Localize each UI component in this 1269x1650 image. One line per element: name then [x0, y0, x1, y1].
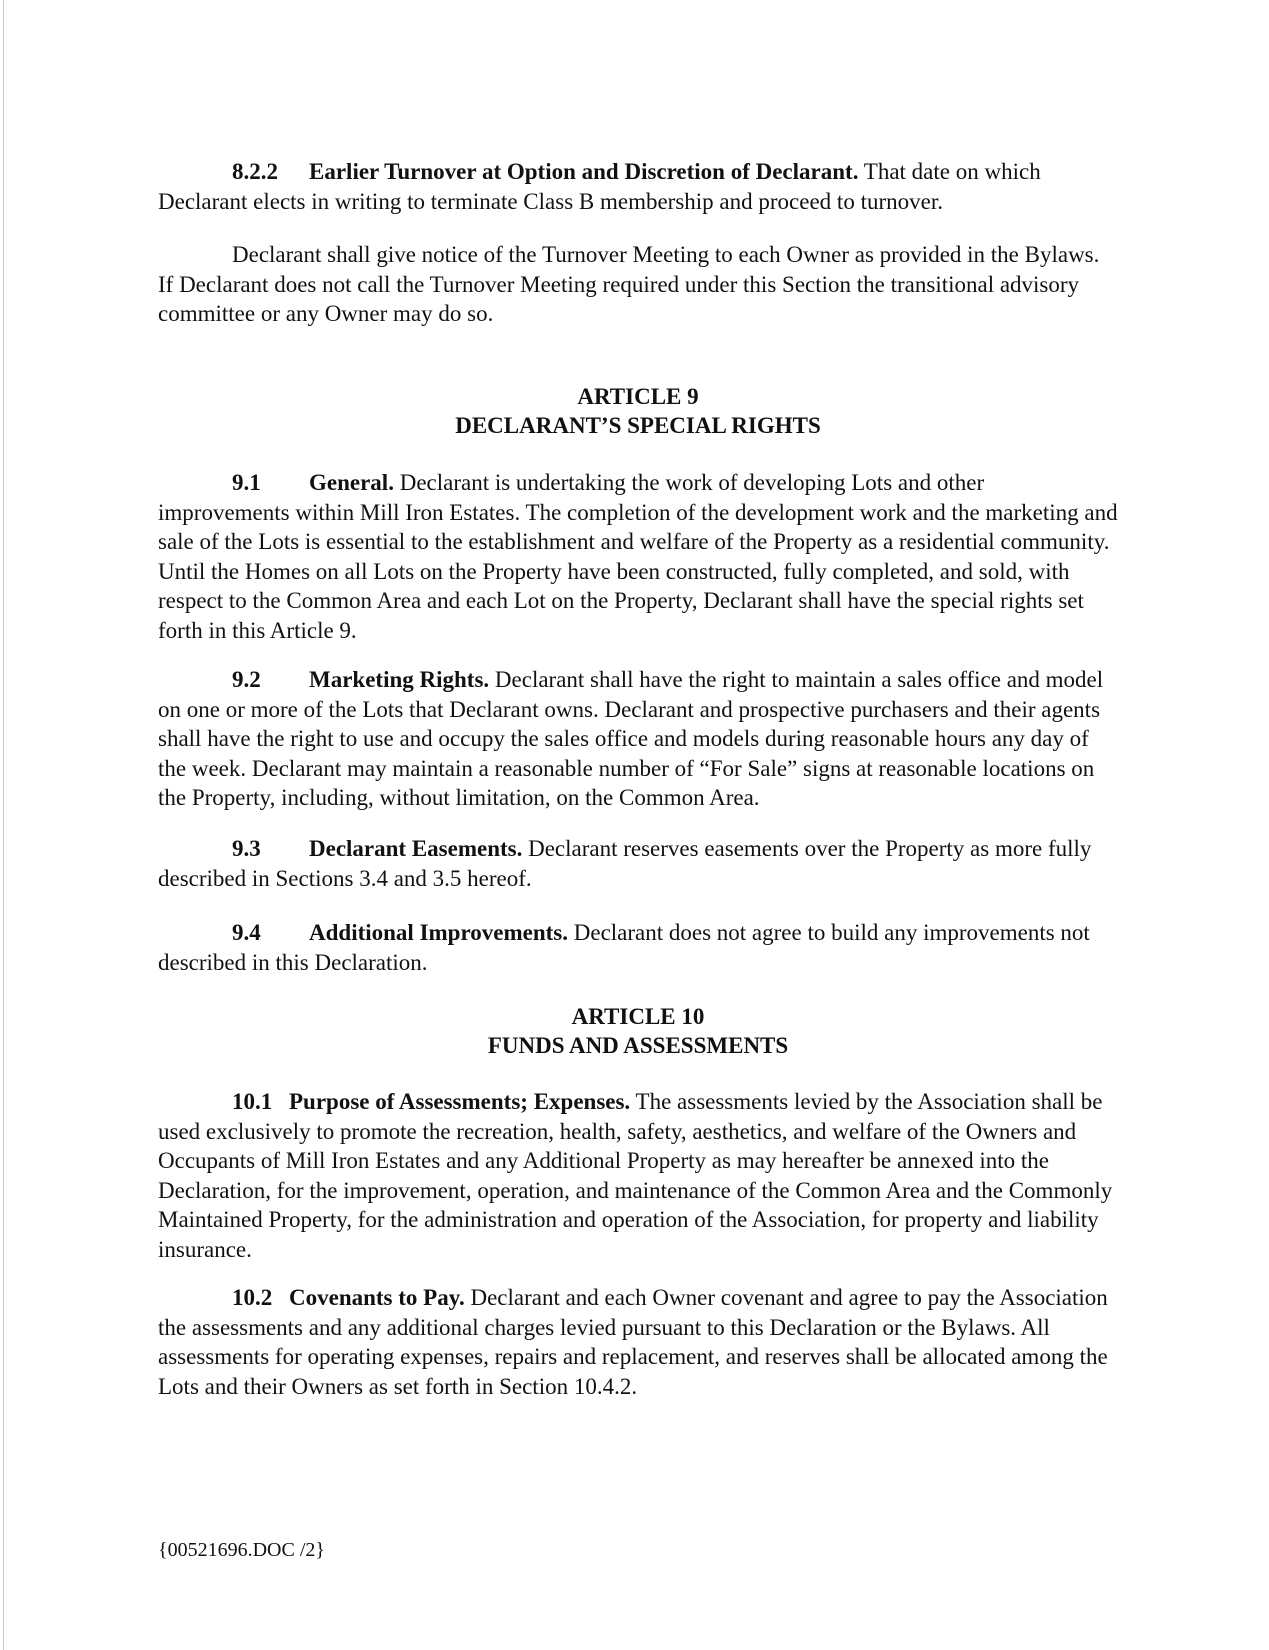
- section-number: 9.2: [232, 667, 261, 692]
- section-number: 9.4: [232, 920, 261, 945]
- section-text: Declarant and each Owner covenant and agree to pay the Association the assessments and any additional charges levied pursuant to this Declaration or the Bylaws. All assessments for operating expenses, repairs and replacement, and reserves shall be allocated among the Lots and their Owners as set forth in Section 10.4.2.: [158, 1285, 1108, 1399]
- section-10-1: [158, 1087, 1118, 1264]
- section-heading: Declarant Easements.: [309, 836, 523, 861]
- section-number: 10.1: [232, 1089, 273, 1114]
- section-number: 9.3: [232, 836, 261, 861]
- section-9-2: [158, 665, 1118, 813]
- section-9-1: [158, 468, 1118, 645]
- section-text: That date on which Declarant elects in writing to terminate Class B membership and proceed to turnover.: [158, 159, 1041, 214]
- section-heading: Covenants to Pay.: [289, 1285, 465, 1310]
- document-id-footer: {00521696.DOC /2}: [158, 1539, 325, 1561]
- section-number: 8.2.2: [232, 159, 278, 184]
- section-9-4: [158, 918, 1118, 977]
- section-text: Declarant shall have the right to maintain a sales office and model on one or more of the Lots that Declarant owns. Declarant and prospective purchasers and their agents shall have the right to use and occupy the sales office and models during reasonable hours any day of the week. Declarant may maintain a reasonable number of “For Sale” signs at reasonable locations on the Property, including, without limitation, on the Common Area.: [158, 667, 1104, 810]
- section-10-2: [158, 1283, 1118, 1401]
- article-10-title: FUNDS AND ASSESSMENTS: [487, 1033, 789, 1058]
- section-number: 9.1: [232, 470, 261, 495]
- section-number: 10.2: [232, 1285, 273, 1310]
- section-heading: Purpose of Assessments; Expenses.: [289, 1089, 631, 1114]
- section-heading: Additional Improvements.: [309, 920, 568, 945]
- section-heading: General.: [309, 470, 394, 495]
- section-text: Declarant is undertaking the work of developing Lots and other improvements within Mill Iron Estates. The completion of the development work and the marketing and sale of the Lots is essential to the establishment and welfare of the Property as a residential community. Until the Homes on all Lots on the Property have been constructed, fully completed, and sold, with respect to the Common Area and each Lot on the Property, Declarant shall have the special rights set forth in this Article 9.: [158, 470, 1118, 643]
- section-text: Declarant does not agree to build any improvements not described in this Declaration.: [158, 920, 1090, 975]
- section-9-3: [158, 834, 1118, 893]
- section-heading: Earlier Turnover at Option and Discretion of Declarant.: [309, 159, 859, 184]
- scan-edge-line: [3, 0, 4, 1650]
- section-text: Declarant reserves easements over the Property as more fully described in Sections 3.4 and 3.5 hereof.: [158, 836, 1092, 891]
- article-10-number: ARTICLE 10: [571, 1004, 705, 1029]
- section-text: The assessments levied by the Association shall be used exclusively to promote the recreation, health, safety, aesthetics, and welfare of the Owners and Occupants of Mill Iron Estates and any Additional Property as may hereafter be annexed into the Declaration, for the improvement, operation, and maintenance of the Common Area and the Commonly Maintained Property, for the administration and operation of the Association, for property and liability insurance.: [158, 1089, 1113, 1262]
- article-9-title: DECLARANT’S SPECIAL RIGHTS: [455, 413, 821, 438]
- article-9-number: ARTICLE 9: [577, 384, 699, 409]
- turnover-paragraph: Declarant shall give notice of the Turnover Meeting to each Owner as provided in the Bylaws. If Declarant does not call the Turnover Meeting required under this Section the transitional advisory committee or any Owner may do so.: [158, 242, 1100, 326]
- section-8-2-2: [158, 157, 1118, 216]
- section-heading: Marketing Rights.: [309, 667, 490, 692]
